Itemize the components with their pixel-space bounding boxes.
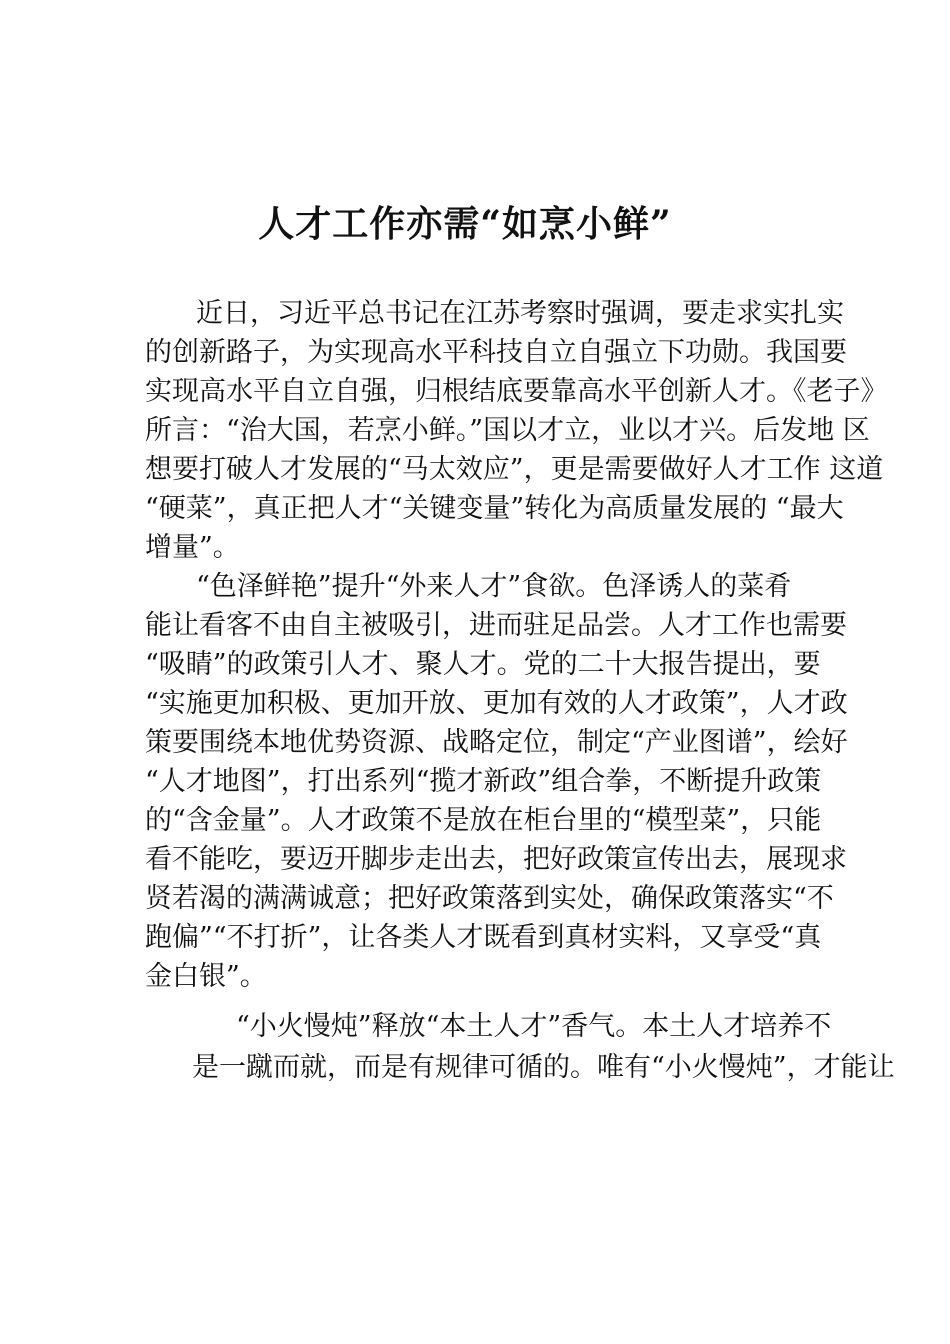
text-line: 所言：“治大国，若烹小鲜。”国以才立，业以才兴。后发地 区 (145, 415, 870, 446)
text-line: “人才地图”，打出系列“揽才新政”组合拳，不断提升政策 (145, 766, 822, 797)
text-line: 是一蹴而就，而是有规律可循的。唯有“小火慢炖”，才能让 (192, 1052, 895, 1083)
text-line: “吸睛”的政策引人才、聚人才。党的二十大报告提出，要 (145, 649, 821, 680)
text-line: 增量”。 (145, 532, 240, 563)
text-line: 看不能吃，要迈开脚步走出去，把好政策宣传出去，展现求 (145, 844, 847, 875)
text-line: 的“含金量”。人才政策不是放在柜台里的“模型菜”，只能 (145, 805, 822, 836)
text-line: “色泽鲜艳”提升“外来人才”食欲。色泽诱人的菜肴 (196, 571, 792, 602)
text-line: 的创新路子，为实现高水平科技自立自强立下功勋。我国要 (145, 337, 847, 368)
text-line: 想要打破人才发展的“马太效应”，更是需要做好人才工作 这道 (145, 454, 884, 485)
text-line: 跑偏”“不打折”，让各类人才既看到真材实料，又享受“真 (145, 922, 822, 953)
text-line: 策要围绕本地优势资源、战略定位，制定“产业图谱”，绘好 (145, 727, 848, 758)
text-line: “实施更加积极、更加开放、更加有效的人才政策”，人才政 (145, 688, 848, 719)
text-line: “小火慢炖”释放“本土人才”香气。本土人才培养不 (236, 1011, 832, 1042)
text-line: 近日，习近平总书记在江苏考察时强调，要走求实扎实 (196, 298, 844, 329)
document-title: 人才工作亦需“如烹小鲜” (258, 203, 672, 246)
text-line: 能让看客不由自主被吸引，进而驻足品尝。人才工作也需要 (145, 610, 847, 641)
text-line: “硬菜”，真正把人才“关键变量”转化为高质量发展的 “最大 (145, 493, 844, 524)
text-line: 贤若渴的满满诚意；把好政策落到实处，确保政策落实“不 (145, 883, 834, 914)
text-line: 金白银”。 (145, 961, 267, 992)
text-line: 实现高水平自立自强，归根结底要靠高水平创新人才。《老子》 (145, 376, 888, 407)
